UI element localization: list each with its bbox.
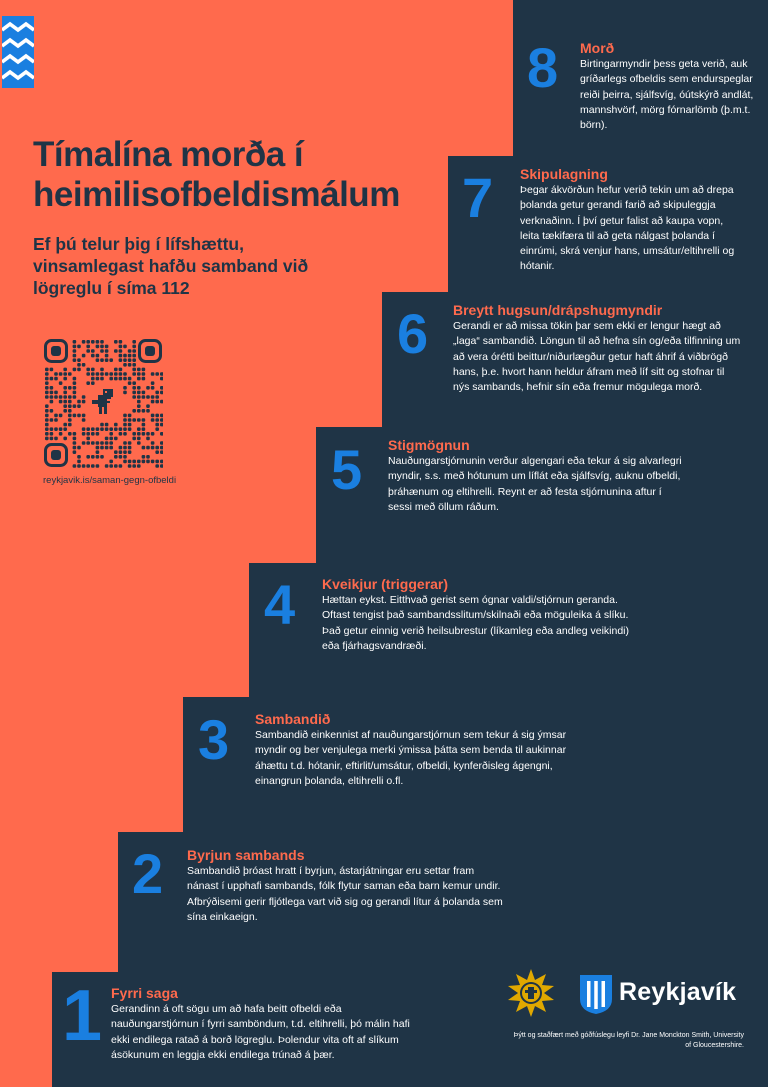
step-number: 6: [397, 302, 429, 365]
step-heading: Sambandið: [255, 711, 331, 727]
step-body: Birtingarmyndir þess geta verið, auk gríðarlegs ofbeldis sem endurspeglar reiði þeirra, sjálfsvíg, óútskýrð andlát, mannshvörf, mörg fórnarlömb (þ.m.t. börn).: [580, 58, 754, 132]
poster-title: Tímalína morða í heimilisofbeldismálum: [33, 135, 400, 214]
step-heading: Breytt hugsun/drápshugmyndir: [453, 302, 663, 318]
step-body: Gerandi er að missa tökin þar sem ekki er lengur hægt að „laga“ sambandið. Löngun til að hefna sín og/eða tilfinning um að vera órétti beittur/niðurlægður getur haft áhrif á viðbrögð hans, þ.e. hvort hann heldur áfram með líf sitt og stofnar til nýs sambands, hefnir sín eða fremur mögulega morð.: [453, 320, 741, 394]
step-body: Sambandið þróast hratt í byrjun, ástarjátningar eru settar fram nánast í upphafi sambands, fólk flytur saman eða barn kemur undir. Afbrýðisemi gerir fljótlega vart við sig og gerandi lítur á þolanda sem sína einkaeign.: [187, 865, 503, 923]
step-number: 4: [264, 573, 296, 636]
step-heading: Kveikjur (triggerar): [322, 576, 449, 592]
step-heading: Morð: [580, 40, 615, 56]
emergency-subtitle: Ef þú telur þig í lífshættu, vinsamlegast hafðu samband við lögreglu í síma 112: [33, 234, 309, 298]
step-number: 2: [132, 842, 164, 905]
step-number: 8: [527, 36, 559, 99]
step-body: Hættan eykst. Eitthvað gerist sem ógnar valdi/stjórnun geranda. Oftast tengist það sambandsslitum/skilnaði eða möguleika á slíku. Það getur einnig verið heilsubrestur (líkamleg eða andleg veikindi) eða fjárhagsvandræði.: [322, 594, 630, 652]
step-body: Þegar ákvörðun hefur verið tekin um að drepa þolanda getur gerandi farið að skipuleggja verknaðinn. Í því getur falist að kaupa vopn, leita tækifæra til að geta nálgast þolanda í einrúmi, skrá venjur hans, umsátur/eltihrelli og hótanir.: [520, 184, 735, 273]
reykjavik-brand: Reykjavík: [619, 978, 737, 1006]
police-emblem-icon: [506, 968, 556, 1018]
step-body: Gerandinn á oft sögu um að hafa beitt ofbeldi eða nauðungarstjórnun í fyrri samböndum, t.d. eltihrelli, þó málin hafi ekki endilega ratað á borð lögreglu. Þolendur vita oft af slíkum ásökunum en leggja ekki endilega trúnað á þær.: [111, 1003, 410, 1061]
step-body: Nauðungarstjórnunin verður algengari eða tekur á sig alvarlegri myndir, s.s. með hótunum um líflát eða sjálfsvíg, auknu ofbeldi, þráhænum og eltihrelli. Reynt er að festa stjórnunina aftur í sessi með öllum ráðum.: [388, 455, 682, 513]
step-number: 7: [462, 166, 494, 229]
reykjavik-wave-logo-icon: [578, 973, 614, 1015]
qr-code[interactable]: [43, 338, 163, 468]
translation-credit: Þýtt og staðfært með góðfúslegu leyfi Dr. Jane Monckton Smith, University of Gloucestershire.: [513, 1032, 744, 1049]
step-heading: Fyrri saga: [111, 985, 178, 1001]
step-number: 3: [198, 708, 230, 771]
step-number: 5: [331, 438, 363, 501]
qr-url-link[interactable]: reykjavik.is/saman-gegn-ofbeldi: [43, 475, 177, 486]
step-heading: Stigmögnun: [388, 437, 470, 453]
wave-logo-icon: [2, 16, 34, 88]
step-body: Sambandið einkennist af nauðungarstjórnun sem tekur á sig ýmsar myndir og ber venjulega merki ýmissa þátta sem benda til aukinnar áhættu t.d. hótanir, eftirlit/umsátur, ofbeldi, kynferðisleg ágengni, einangrun þolanda, eltihrelli o.fl.: [255, 729, 567, 787]
step-heading: Byrjun sambands: [187, 847, 305, 863]
step-number: 1: [62, 976, 103, 1056]
step-heading: Skipulagning: [520, 166, 608, 182]
